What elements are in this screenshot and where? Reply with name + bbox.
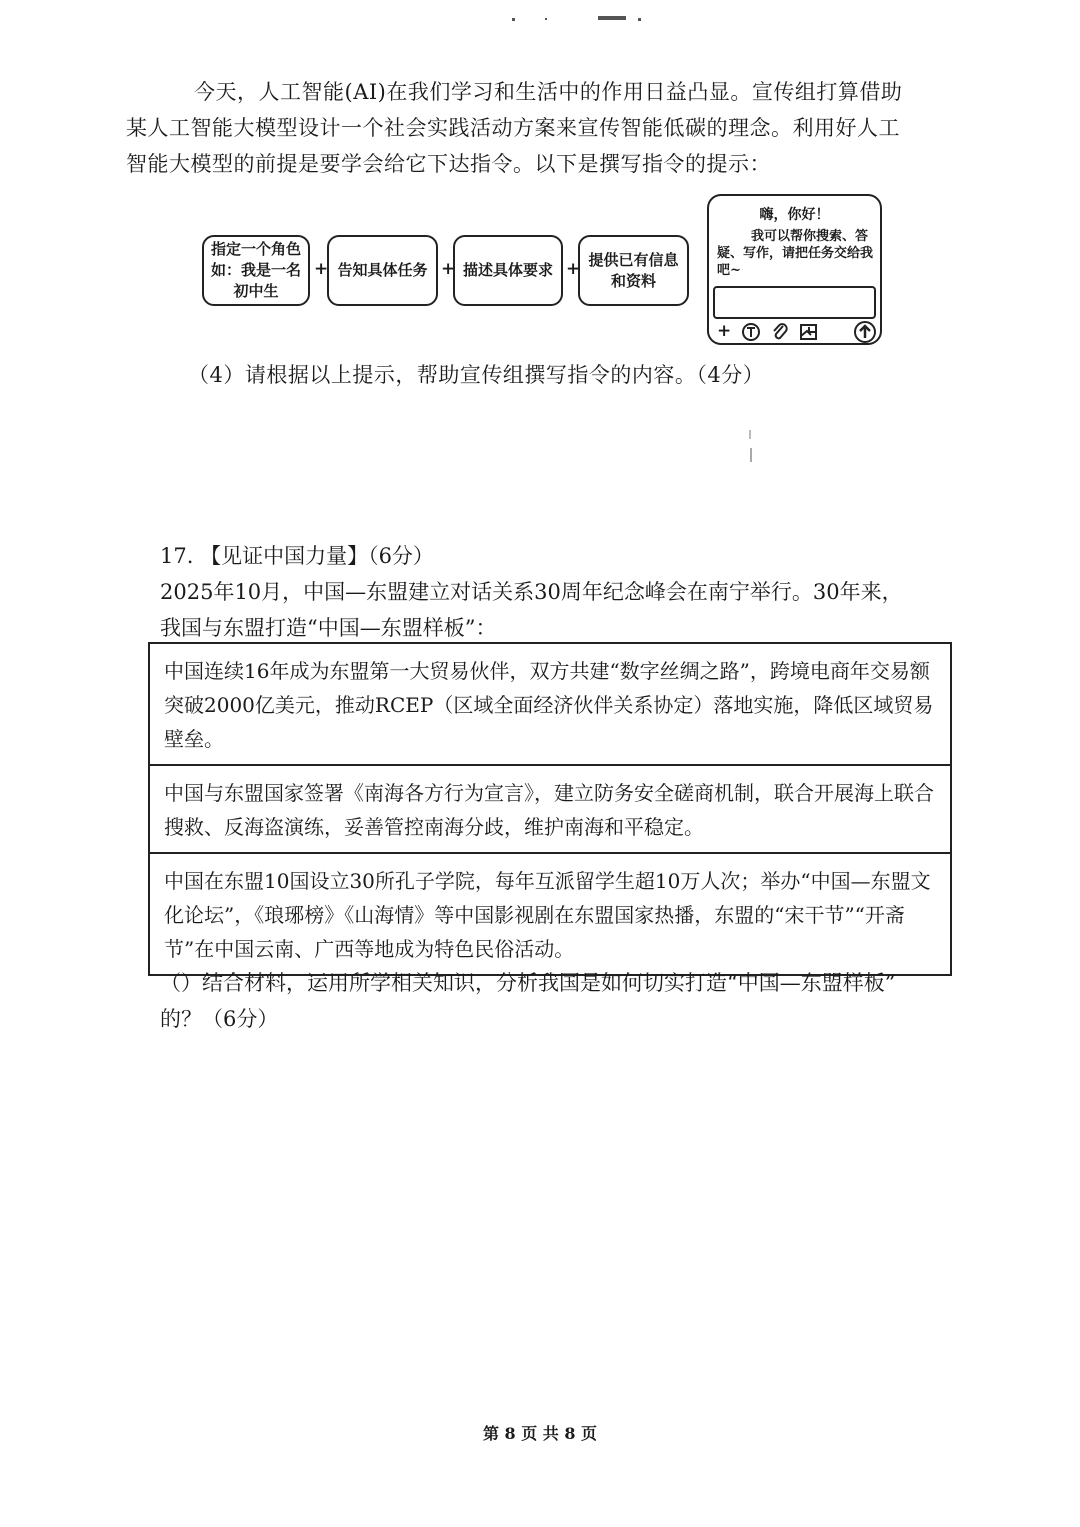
q17-question-line: （）结合材料，运用所学相关知识，分析我国是如何切实打造“中国—东盟样板” — [160, 971, 896, 995]
prompt-box-requirements — [453, 235, 563, 306]
t-circle-icon[interactable] — [741, 320, 761, 342]
chat-greeting: 嗨，你好！ — [759, 207, 830, 223]
prompt-box-label: 指定一个角色如：我是一名初中生 — [210, 240, 301, 300]
prompt-box-label: 告知具体任务 — [337, 261, 428, 279]
attachment-icon[interactable] — [771, 320, 789, 342]
intro-line: 某人工智能大模型设计一个社会实践活动方案来宣传智能低碳的理念。利用好人工 — [126, 116, 900, 140]
prompt-box-task — [327, 235, 438, 306]
material-row-trade: 中国连续16年成为东盟第一大贸易伙伴，双方共建“数字丝绸之路”，跨境电商年交易额突破2000亿美元，推动RCEP（区域全面经济伙伴关系协定）落地实施，降低区域贸易壁垒。 — [150, 644, 950, 766]
ai-chat-window — [707, 194, 882, 345]
q17-intro-line: 我国与东盟打造“中国—东盟样板”： — [160, 616, 497, 640]
material-row-security: 中国与东盟国家签署《南海各方行为宣言》，建立防务安全磋商机制，联合开展海上联合搜救、反海盗演练，妥善管控南海分歧，维护南海和平稳定。 — [150, 766, 950, 854]
plus-icon[interactable]: + — [717, 321, 732, 341]
scan-mark — [638, 18, 641, 21]
plus-sign: + — [441, 259, 456, 279]
intro-line: 智能大模型的前提是要学会给它下达指令。以下是撰写指令的提示： — [126, 152, 771, 176]
scan-mark — [750, 448, 752, 462]
prompt-box-label: 提供已有信息和资料 — [588, 250, 679, 290]
question-17-intro — [160, 574, 960, 646]
q17-intro-line: 2025年10月，中国—东盟建立对话关系30周年纪念峰会在南宁举行。30年来， — [160, 580, 903, 604]
question-17-prompt — [160, 965, 960, 1037]
intro-paragraph — [126, 74, 956, 182]
scan-mark — [512, 18, 515, 21]
prompt-box-label: 描述具体要求 — [462, 261, 553, 279]
plus-sign: + — [314, 259, 329, 279]
materials-table — [148, 642, 952, 976]
scan-mark — [598, 16, 626, 20]
upload-icon[interactable] — [853, 320, 877, 344]
prompt-box-role — [202, 235, 310, 306]
chat-toolbar — [715, 320, 874, 342]
plus-sign: + — [566, 259, 581, 279]
intro-line: 今天，人工智能(AI)在我们学习和生活中的作用日益凸显。宣传组打算借助 — [194, 80, 903, 104]
question-4: （4）请根据以上提示，帮助宣传组撰写指令的内容。（4分） — [188, 363, 765, 387]
scan-mark — [749, 430, 751, 439]
prompt-box-info — [578, 235, 689, 306]
scan-mark — [545, 18, 547, 20]
image-icon[interactable] — [799, 320, 819, 342]
question-17-title: 17. 【见证中国力量】（6分） — [160, 544, 434, 568]
chat-message: 我可以帮你搜索、答疑、写作，请把任务交给我吧~ — [717, 229, 874, 278]
material-row-culture: 中国在东盟10国设立30所孔子学院，每年互派留学生超10万人次；举办“中国—东盟文化论坛”，《琅琊榜》《山海情》等中国影视剧在东盟国家热播，东盟的“宋干节”“开斋节”在中国云南、广西等地成为特色民俗活动。 — [164, 869, 931, 961]
chat-input[interactable] — [713, 286, 876, 319]
q17-question-line: 的？（6分） — [160, 1007, 279, 1031]
page-footer: 第 8 页 共 8 页 — [482, 1424, 598, 1443]
